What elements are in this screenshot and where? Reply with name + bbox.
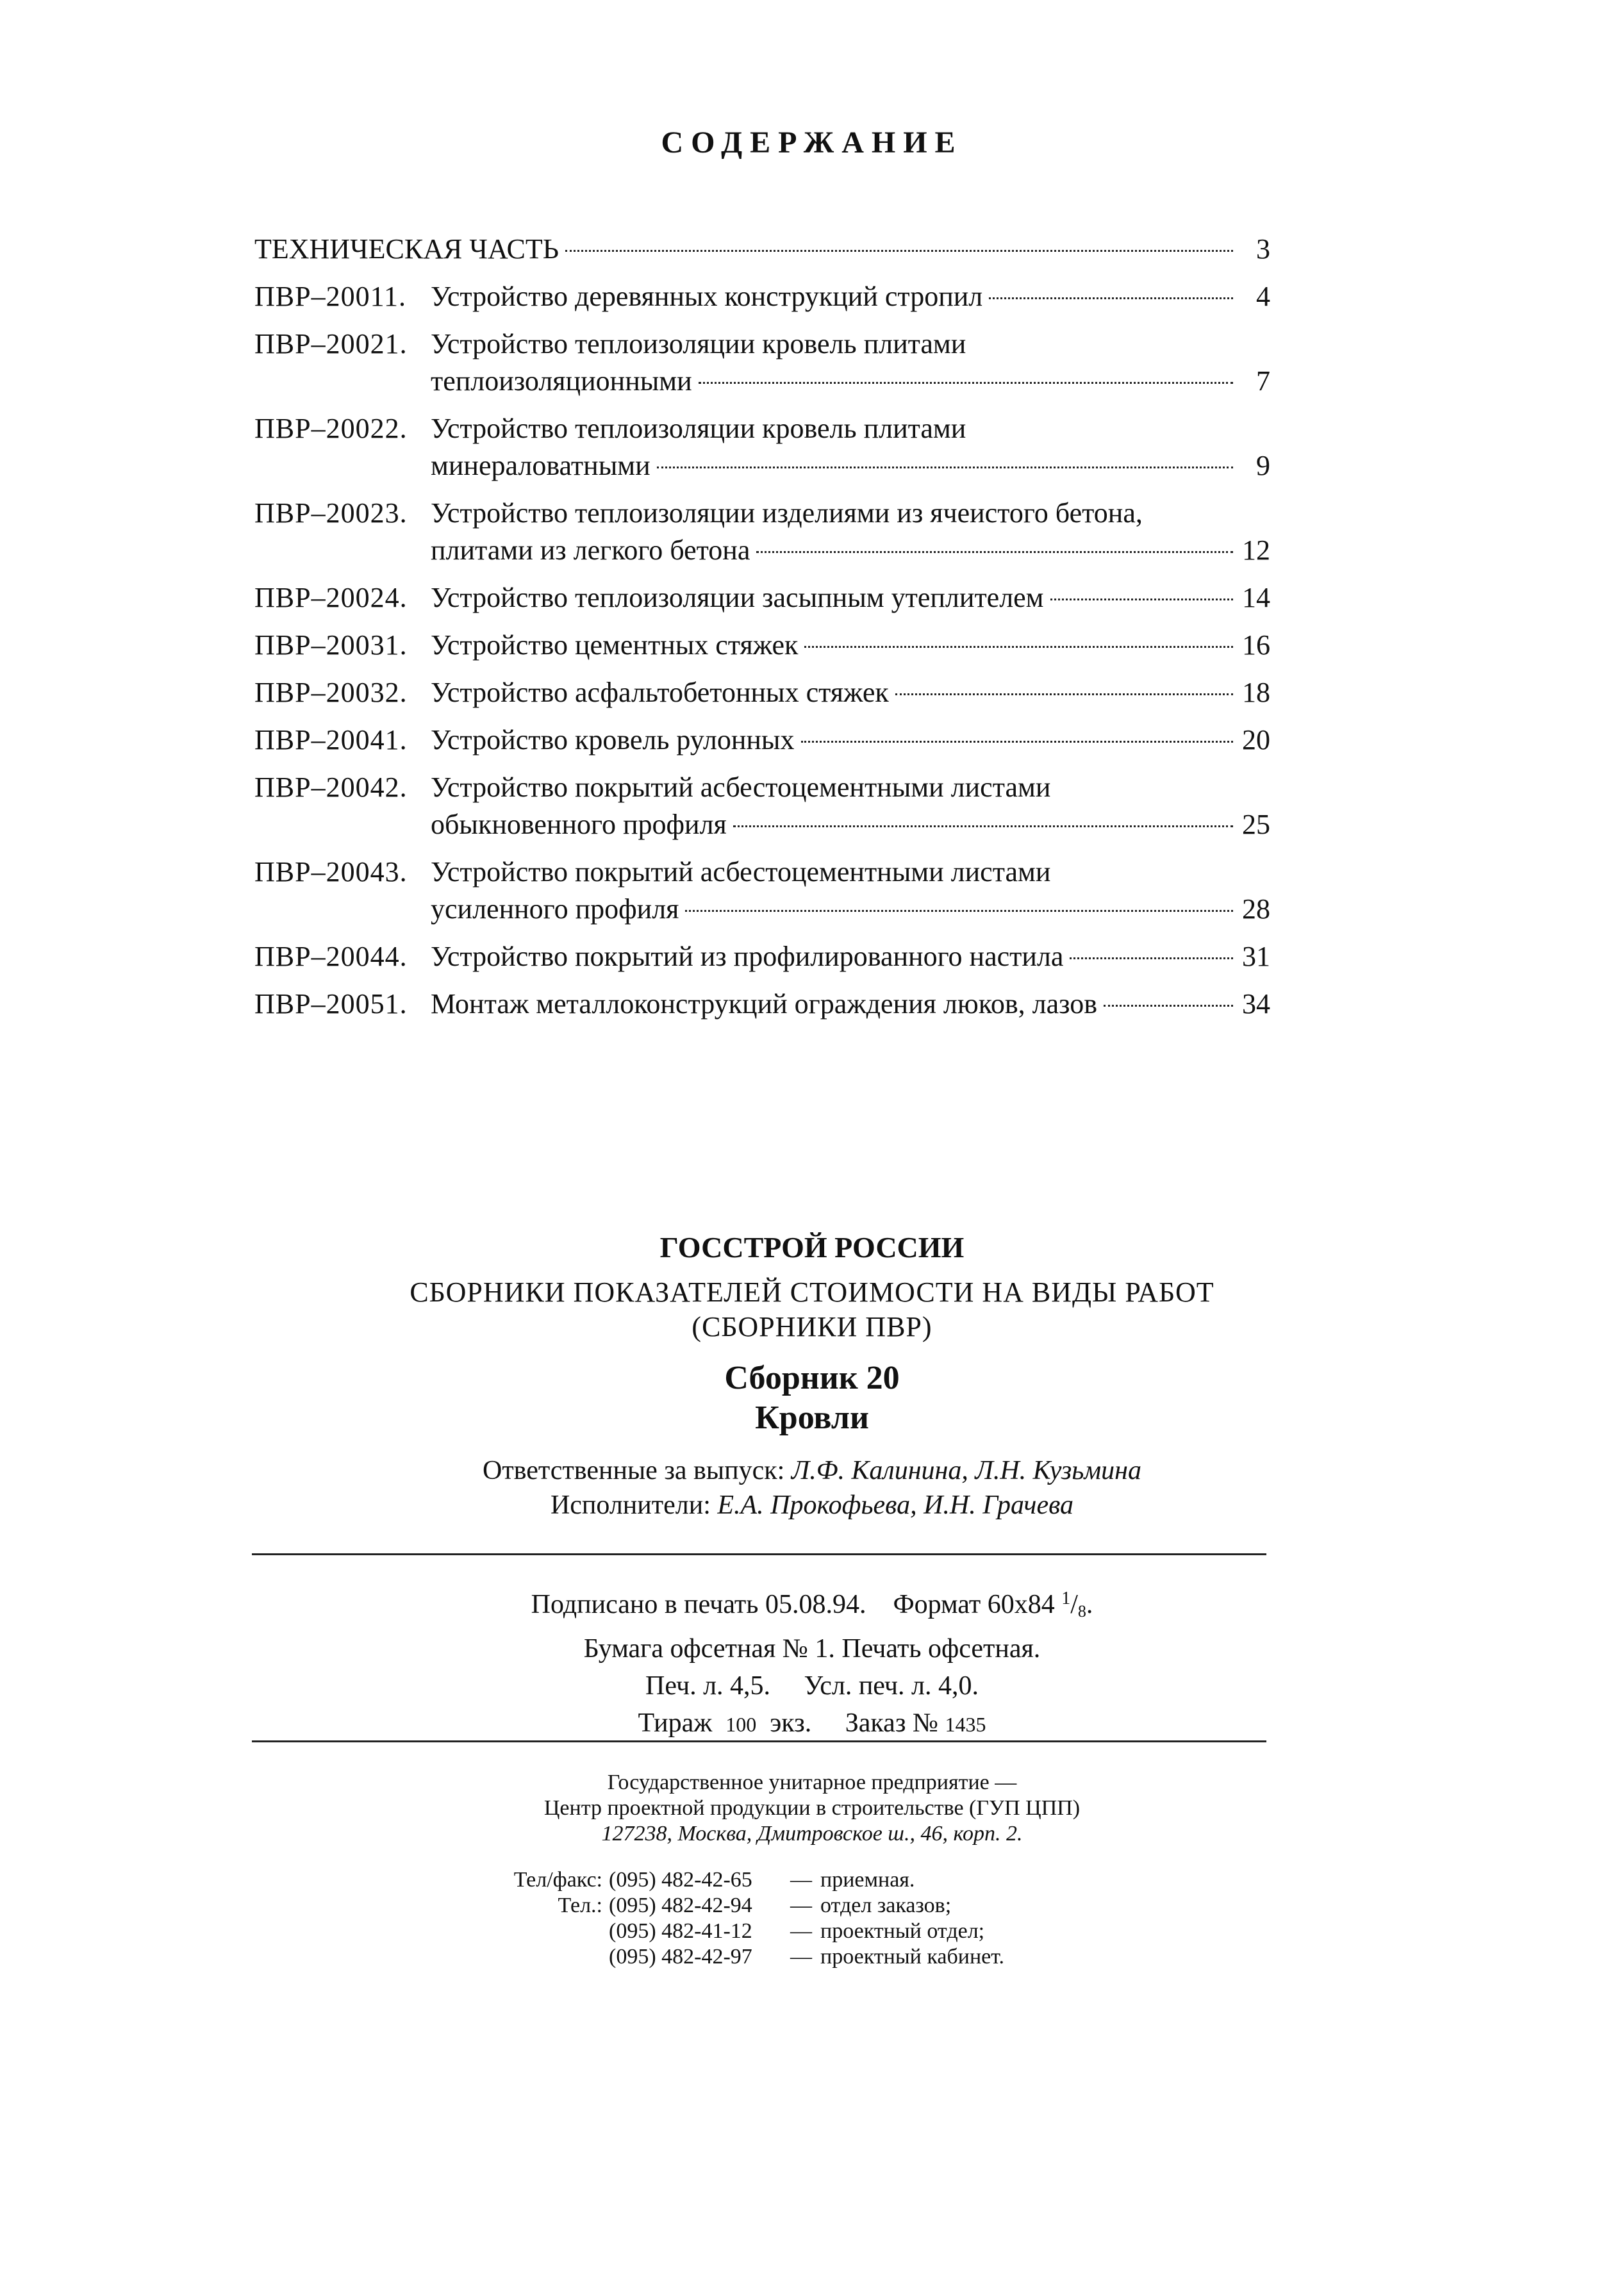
- toc-entry-title: Устройство покрытий асбестоцементными листами: [431, 856, 1051, 888]
- contact-label: [442, 1944, 609, 1970]
- format-numerator: 1: [1061, 1589, 1071, 1608]
- toc-title: СОДЕРЖАНИЕ: [661, 126, 963, 160]
- toc-page-number: 16: [1242, 629, 1270, 661]
- toc-entry[interactable]: [254, 769, 1270, 843]
- performers-label: Исполнители:: [550, 1491, 711, 1520]
- contact-phone: (095) 482-41-12: [609, 1919, 752, 1943]
- contact-label: Тел/факс:: [513, 1868, 602, 1892]
- toc-entry[interactable]: [254, 722, 1270, 759]
- contact-label: Тел.:: [558, 1894, 602, 1917]
- toc-entry[interactable]: [254, 495, 1270, 569]
- toc-entry-title: Устройство теплоизоляции изделиями из ячеистого бетона,: [431, 497, 1143, 529]
- conditional-sheets: Усл. печ. л. 4,0.: [804, 1671, 979, 1701]
- run-line: [0, 1705, 1624, 1743]
- leader-dots: [1070, 957, 1233, 959]
- toc-entry-title: Устройство теплоизоляции кровель плитами: [431, 328, 966, 359]
- contact-phone: (095) 482-42-65: [609, 1868, 752, 1892]
- toc-entry-code: ПВР–20032.: [254, 677, 408, 708]
- toc-entry-code: ПВР–20023.: [254, 497, 408, 529]
- run-label: Тираж: [638, 1708, 713, 1738]
- leader-dots: [804, 646, 1233, 648]
- toc-entry-title: Устройство покрытий из профилированного настила: [431, 941, 1064, 972]
- fraction-slash: /: [1070, 1590, 1078, 1619]
- toc-entry-title: Устройство теплоизоляции засыпным утеплителем: [431, 582, 1044, 613]
- toc-entry[interactable]: [254, 278, 1270, 315]
- divider: [252, 1553, 1266, 1555]
- contact-desc: отдел заказов;: [820, 1894, 952, 1917]
- toc-entry-code: ПВР–20051.: [254, 988, 408, 1020]
- toc-page-number: 31: [1242, 941, 1270, 972]
- toc-entry[interactable]: [254, 410, 1270, 484]
- leader-dots: [989, 297, 1233, 299]
- contact-phone: (095) 482-42-97: [609, 1945, 752, 1969]
- series-title-line: (СБОРНИКИ ПВР): [692, 1311, 932, 1342]
- leader-dots: [801, 741, 1234, 743]
- paper-line: Бумага офсетная № 1. Печать офсетная.: [583, 1634, 1041, 1664]
- leader-dots: [657, 467, 1233, 468]
- performers-line: [0, 1488, 1624, 1523]
- toc-entry-title-continued: обыкновенного профиля: [431, 809, 727, 840]
- responsible-names: Л.Ф. Калинина, Л.Н. Кузьмина: [791, 1456, 1141, 1485]
- leader-dots: [565, 250, 1233, 252]
- collection-number: Сборник 20: [724, 1360, 900, 1396]
- order-value: 1435: [945, 1713, 986, 1736]
- toc-entry-title-continued: плитами из легкого бетона: [431, 534, 750, 566]
- toc-entry[interactable]: [254, 854, 1270, 928]
- format-value: 60x84: [987, 1590, 1055, 1619]
- collection-title: [0, 1358, 1624, 1438]
- toc-entry-title: Устройство теплоизоляции кровель плитами: [431, 413, 966, 444]
- toc-entry-code: ПВР–20022.: [254, 413, 408, 444]
- run-unit: экз.: [770, 1708, 812, 1738]
- leader-dots: [895, 693, 1233, 695]
- publisher-line: Государственное унитарное предприятие —: [607, 1771, 1017, 1794]
- toc-page-number: 20: [1242, 724, 1270, 756]
- divider: [252, 1740, 1266, 1742]
- toc-page-number: 14: [1242, 582, 1270, 613]
- toc-entry-title: Устройство кровель рулонных: [431, 724, 795, 756]
- toc-entry[interactable]: [254, 986, 1270, 1023]
- toc-entry[interactable]: [254, 674, 1270, 711]
- publisher-address: 127238, Москва, Дмитровское ш., 46, корп. 2.: [601, 1822, 1023, 1846]
- collection-subject: Кровли: [755, 1400, 869, 1436]
- contact-row: [442, 1893, 1004, 1919]
- signed-label: Подписано в печать: [531, 1590, 759, 1619]
- toc-entry-title: Монтаж металлоконструкций ограждения люков, лазов: [431, 988, 1098, 1020]
- toc-entry-code: ПВР–20042.: [254, 772, 408, 803]
- toc-page-number: 12: [1242, 534, 1270, 566]
- contact-desc: проектный кабинет.: [820, 1945, 1005, 1969]
- leader-dots: [685, 910, 1233, 912]
- toc-entry-code: ПВР–20031.: [254, 629, 408, 661]
- print-sheets: Печ. л. 4,5.: [645, 1671, 771, 1701]
- toc-entry-code: ПВР–20043.: [254, 856, 408, 888]
- toc-entry-title-continued: минераловатными: [431, 450, 650, 481]
- toc-entry-code: ПВР–20024.: [254, 582, 408, 613]
- toc-page-number: 9: [1256, 450, 1270, 481]
- series-title-line: СБОРНИКИ ПОКАЗАТЕЛЕЙ СТОИМОСТИ НА ВИДЫ РАБОТ: [410, 1276, 1214, 1308]
- series-title: [0, 1275, 1624, 1344]
- toc-entry-technical[interactable]: [254, 231, 1270, 268]
- toc-entry[interactable]: [254, 579, 1270, 616]
- toc-page-number: 34: [1242, 988, 1270, 1020]
- toc-entry-title: Устройство цементных стяжек: [431, 629, 799, 661]
- signed-line: [0, 1580, 1624, 1630]
- leader-dots: [1104, 1005, 1233, 1007]
- publisher-line: Центр проектной продукции в строительстве (ГУП ЦПП): [543, 1796, 1081, 1820]
- toc-page-number: 7: [1256, 365, 1270, 397]
- table-of-contents: [254, 231, 1270, 1033]
- contact-dash: —: [790, 1894, 812, 1917]
- responsible-label: Ответственные за выпуск:: [483, 1456, 785, 1485]
- leader-dots: [699, 382, 1233, 384]
- toc-entry-title: Устройство деревянных конструкций стропил: [431, 281, 983, 312]
- format-denominator: 8: [1077, 1602, 1086, 1621]
- toc-entry[interactable]: [254, 938, 1270, 975]
- toc-page-number: 4: [1256, 281, 1270, 312]
- contact-dash: —: [790, 1868, 812, 1892]
- toc-entry-title: Устройство асфальтобетонных стяжек: [431, 677, 889, 708]
- toc-page-number: 25: [1242, 809, 1270, 840]
- contact-label: [442, 1919, 609, 1944]
- publisher-info: [0, 1770, 1624, 1847]
- toc-page-number: 28: [1242, 893, 1270, 925]
- print-details: [0, 1580, 1624, 1743]
- leader-dots: [756, 551, 1233, 553]
- contacts: [442, 1867, 1004, 1970]
- toc-entry-code: ПВР–20021.: [254, 328, 408, 359]
- credits: [0, 1453, 1624, 1523]
- toc-page-number: 18: [1242, 677, 1270, 708]
- contact-dash: —: [790, 1945, 812, 1969]
- toc-entry[interactable]: [254, 627, 1270, 664]
- format-label: Формат: [893, 1590, 981, 1619]
- contact-desc: проектный отдел;: [820, 1919, 985, 1943]
- toc-entry-code: ПВР–20041.: [254, 724, 408, 756]
- contact-row: [442, 1919, 1004, 1944]
- toc-entry-code: ПВР–20044.: [254, 941, 408, 972]
- format-period: .: [1086, 1590, 1093, 1619]
- toc-entry[interactable]: [254, 326, 1270, 400]
- performers-names: Е.А. Прокофьева, И.Н. Грачева: [717, 1491, 1074, 1520]
- toc-entry-title-continued: усиленного профиля: [431, 893, 679, 925]
- toc-entry-code: ПВР–20011.: [254, 281, 406, 312]
- leader-dots: [1050, 599, 1233, 600]
- run-value: 100: [725, 1713, 757, 1736]
- toc-entry-title: ТЕХНИЧЕСКАЯ ЧАСТЬ: [254, 233, 559, 265]
- signed-date: 05.08.94.: [765, 1590, 866, 1619]
- leader-dots: [733, 825, 1233, 827]
- toc-entry-title: Устройство покрытий асбестоцементными листами: [431, 772, 1051, 803]
- contact-dash: —: [790, 1919, 812, 1943]
- contact-row: [442, 1867, 1004, 1893]
- order-label: Заказ №: [845, 1708, 938, 1738]
- toc-page-number: 3: [1256, 233, 1270, 265]
- organization-name: ГОССТРОЙ РОССИИ: [659, 1231, 965, 1264]
- contact-desc: приемная.: [820, 1868, 915, 1892]
- contact-phone: (095) 482-42-94: [609, 1894, 752, 1917]
- responsible-line: [0, 1453, 1624, 1488]
- sheets-line: [0, 1667, 1624, 1705]
- toc-entry-title-continued: теплоизоляционными: [431, 365, 692, 397]
- contact-row: [442, 1944, 1004, 1970]
